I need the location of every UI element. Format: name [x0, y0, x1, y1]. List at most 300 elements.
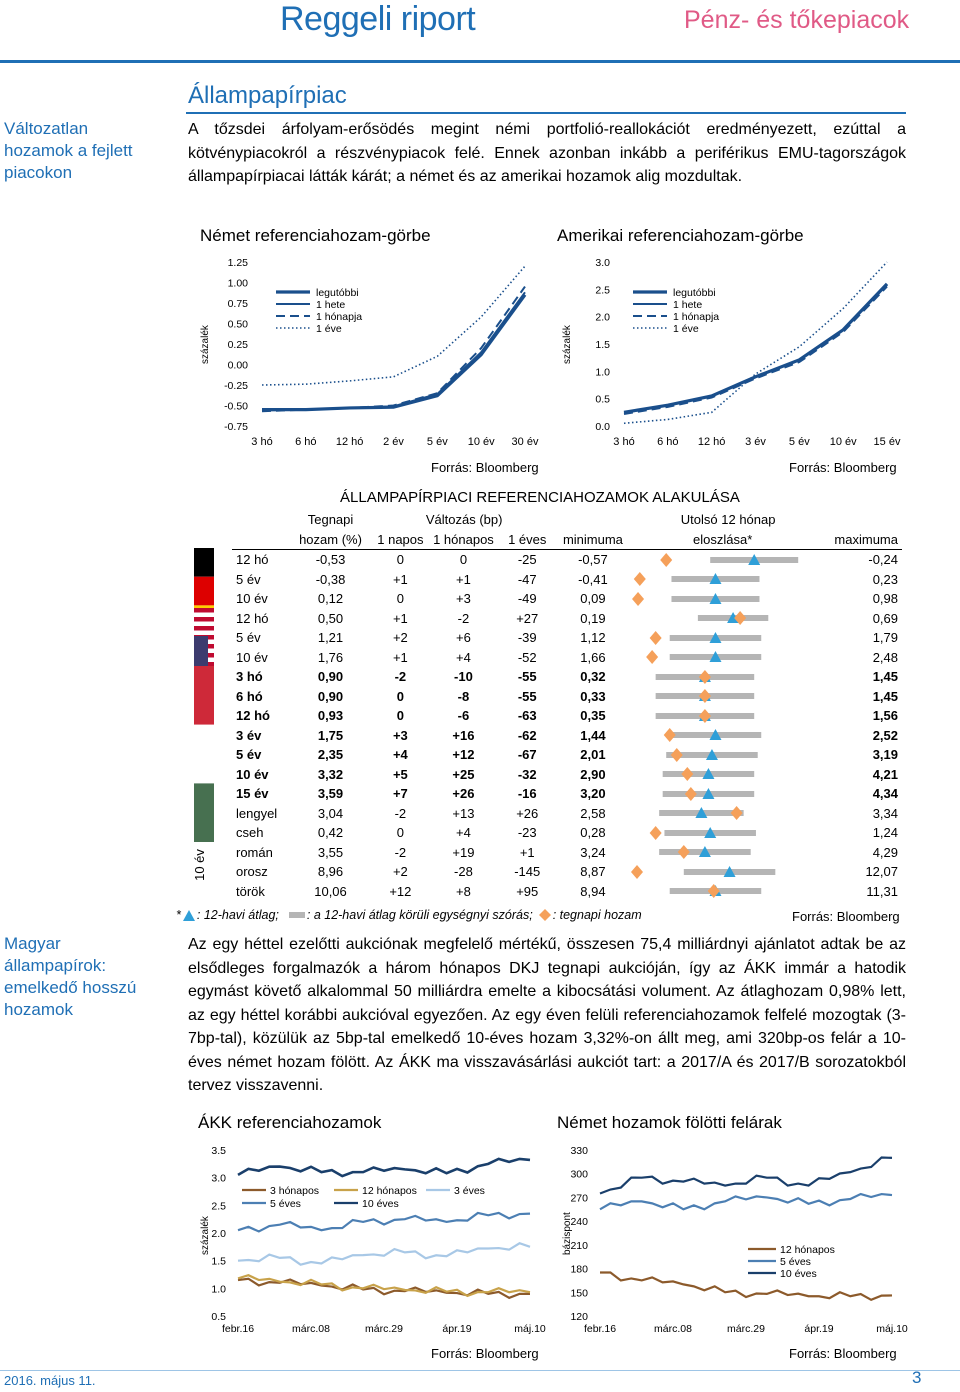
y-tick-label: 0.5	[595, 393, 610, 406]
row-max: 4,34	[872, 786, 898, 802]
series-line-2	[600, 1157, 892, 1193]
x-tick-label: 6 hó	[657, 436, 679, 448]
distribution-glyph	[631, 804, 807, 822]
us-yield-curve-chart	[548, 248, 908, 458]
table-row	[232, 667, 902, 687]
legend-label: legutóbbi	[673, 287, 716, 299]
current-marker	[681, 767, 693, 781]
current-marker	[649, 826, 661, 840]
row-yield: 1,21	[317, 630, 344, 646]
row-max: 1,79	[872, 630, 898, 646]
row-distribution	[631, 648, 815, 668]
row-max: 0,69	[872, 610, 898, 626]
report-title: Reggeli riport	[280, 0, 476, 38]
y-tick-label: 210	[570, 1239, 588, 1252]
legend-label: 5 éves	[270, 1198, 301, 1210]
row-change-1m: +8	[456, 883, 471, 899]
table-row	[232, 726, 902, 746]
row-label: 6 hó	[236, 688, 263, 704]
report-subtitle: Pénz- és tőkepiacok	[684, 6, 910, 34]
x-tick-label: márc.08	[654, 1323, 692, 1335]
row-distribution	[631, 784, 815, 804]
current-marker	[678, 845, 690, 859]
row-change-1y: -47	[517, 571, 537, 587]
row-change-1d: +3	[392, 727, 408, 743]
x-tick-label: márc.08	[292, 1323, 330, 1335]
table-footnote: * : 12-havi átlag; : a 12-havi átlag körüli egységnyi szórás; : tegnapi hozam	[176, 908, 642, 922]
row-change-1m: 0	[459, 552, 468, 568]
row-label: cseh	[236, 825, 264, 841]
current-marker	[685, 787, 697, 801]
series-line-0	[600, 1273, 892, 1300]
row-min: 0,33	[580, 688, 606, 704]
row-min: 8,87	[580, 864, 606, 880]
legend-label: legutóbbi	[316, 287, 359, 299]
row-change-1d: +5	[392, 766, 408, 782]
row-distribution	[631, 745, 815, 765]
footer-divider	[0, 1370, 960, 1371]
yield-table-title: ÁLLAMPAPÍRPIACI REFERENCIAHOZAMOK ALAKULÁSA	[340, 489, 740, 506]
row-label: orosz	[236, 864, 268, 880]
row-change-1m: +1	[456, 571, 471, 587]
chart-title-german-curve: Német referenciahozam-görbe	[200, 226, 431, 245]
y-tick-label: 180	[570, 1263, 588, 1276]
table-row	[232, 745, 902, 765]
y-tick-label: 1.0	[595, 366, 610, 379]
y-tick-label: -0.50	[224, 400, 248, 413]
current-marker	[671, 748, 683, 762]
y-tick-label: 2.0	[211, 1228, 226, 1240]
source-akk: Forrás: Bloomberg	[431, 1346, 539, 1361]
y-tick-label: 0.25	[227, 339, 248, 351]
series-line-0	[262, 295, 525, 410]
row-min: 3,20	[580, 786, 606, 802]
y-tick-label: 120	[570, 1311, 588, 1323]
row-change-1m: +4	[456, 825, 471, 841]
table-row	[232, 628, 902, 648]
y-tick-label: 2.0	[595, 311, 610, 324]
flag-usa	[194, 608, 214, 666]
row-change-1m: -8	[457, 688, 470, 704]
distribution-glyph	[631, 648, 807, 666]
y-tick-label: 3.0	[595, 257, 610, 269]
source-table: Forrás: Bloomberg	[792, 909, 900, 924]
row-yield: 0,50	[317, 610, 344, 626]
row-change-1y: +27	[516, 610, 539, 626]
legend-label: 12 hónapos	[780, 1244, 835, 1256]
series-line-1	[238, 1275, 530, 1296]
table-row	[232, 804, 902, 824]
x-tick-label: 3 év	[745, 436, 766, 448]
row-change-1y: -16	[517, 786, 537, 802]
row-min: 2,90	[580, 766, 606, 782]
row-change-1m: +12	[452, 747, 475, 763]
legend-label: 1 éve	[673, 323, 699, 335]
x-tick-label: 10 év	[829, 436, 857, 448]
row-change-1y: -55	[517, 688, 537, 704]
row-max: 0,23	[872, 571, 898, 587]
distribution-glyph	[631, 629, 807, 647]
row-min: -0,41	[578, 571, 608, 587]
table-row	[232, 862, 902, 882]
distribution-glyph	[631, 746, 807, 764]
section-title: Állampapírpiac	[188, 82, 347, 109]
margin-note-hungarian-bonds: Magyar állampapírok: emelkedő hosszú hozamok	[4, 934, 137, 1019]
source-us-curve: Forrás: Bloomberg	[789, 460, 897, 475]
row-distribution	[631, 706, 815, 726]
header-eloszlas: eloszlása*	[631, 530, 815, 550]
series-line-3	[238, 1213, 530, 1232]
chart-title-spreads: Német hozamok fölötti felárak	[557, 1113, 782, 1132]
row-label: 10 év	[236, 766, 269, 782]
row-change-1m: +19	[452, 844, 475, 860]
table-row	[232, 589, 902, 609]
row-yield: 2,35	[317, 747, 344, 763]
current-marker	[634, 572, 646, 586]
row-label: török	[236, 883, 265, 899]
row-distribution	[631, 570, 815, 590]
y-axis-label: százalék	[200, 1216, 211, 1255]
y-axis-label: százalék	[562, 325, 573, 364]
paragraph-akk: Az egy héttel ezelőtti aukciónak megfelelő mértékű, összesen 75,4 milliárdnyi ajánlatot adtak be az elsődleges forgalmazók a három hónapos DKJ tegnapi aukcióján, így az ÁKK immár a hatodik egymást követő alkalommal 50 milliárdra emelte a kibocsátási volument. Az átlaghozam 0,98% lett, az egy héttel korábbi aukcióval egyezően. Az egy éven felüli referenciahozamok felfelé mozogtak (3-7bp-tal), közülük az 5bp-tal emelkedő 10-éves hozam 3,32%-on állt meg, ami 320bp-os felár a 10-éves német hozam fölött. Az ÁKK ma visszavásárlási aukciót tart: a 2017/A és 2017/B sorozatokból tervez visszavenni.	[188, 936, 906, 1094]
row-change-1d: +1	[392, 571, 408, 587]
row-max: 0,98	[872, 591, 898, 607]
row-min: -0,57	[578, 552, 608, 568]
row-label: 12 hó	[236, 708, 270, 724]
flag-hungary	[194, 666, 214, 842]
source-spreads: Forrás: Bloomberg	[789, 1346, 897, 1361]
row-label: 10 év	[236, 649, 268, 665]
header-tegnapi: Tegnapi	[307, 512, 354, 528]
legend-label: 1 hete	[673, 299, 703, 311]
distribution-glyph	[631, 590, 807, 608]
header-napos: 1 napos	[373, 530, 427, 550]
chart-title-akk: ÁKK referenciahozamok	[198, 1113, 382, 1132]
row-change-1y: -52	[517, 649, 537, 665]
distribution-glyph	[631, 863, 807, 881]
row-label: 15 év	[236, 786, 269, 802]
row-yield: -0,53	[315, 552, 346, 568]
row-yield: 0,42	[317, 825, 344, 841]
row-change-1d: -2	[394, 844, 407, 860]
row-distribution	[631, 882, 815, 902]
row-change-1d: 0	[396, 688, 404, 704]
row-yield: 10,06	[314, 883, 347, 899]
row-change-1m: +26	[452, 786, 475, 802]
row-change-1m: -10	[454, 669, 473, 685]
row-change-1y: -67	[517, 747, 537, 763]
row-yield: 1,75	[317, 727, 344, 743]
row-change-1y: +26	[516, 805, 539, 821]
table-row	[232, 648, 902, 668]
table-row	[232, 823, 902, 843]
row-min: 0,19	[580, 610, 606, 626]
header-divider	[0, 60, 960, 63]
header-utolso: Utolsó 12 hónap	[680, 512, 776, 528]
row-min: 1,12	[580, 630, 606, 646]
x-tick-label: máj.10	[514, 1323, 546, 1335]
row-min: 3,24	[580, 844, 606, 860]
row-change-1d: 0	[396, 552, 404, 568]
header-min: minimuma	[555, 530, 631, 550]
row-max: 2,48	[872, 649, 898, 665]
yield-table	[232, 510, 902, 901]
y-tick-label: 150	[570, 1287, 588, 1300]
row-change-1y: -145	[514, 864, 541, 880]
distribution-glyph	[631, 707, 807, 725]
row-yield: 3,59	[317, 786, 344, 802]
row-distribution	[631, 687, 815, 707]
distribution-glyph	[631, 843, 807, 861]
legend-label: 1 hónapja	[316, 311, 363, 323]
x-tick-label: 30 év	[511, 436, 539, 448]
row-distribution	[631, 550, 815, 570]
row-change-1m: +13	[452, 805, 475, 821]
distribution-glyph	[631, 609, 807, 627]
legend-label: 1 éve	[316, 323, 342, 335]
row-change-1m: +3	[456, 591, 471, 607]
y-tick-label: 3.5	[211, 1145, 226, 1157]
row-change-1y: -49	[517, 591, 537, 607]
row-change-1d: +2	[392, 864, 408, 880]
row-change-1d: +1	[392, 649, 408, 665]
row-label: 3 év	[236, 727, 262, 743]
row-change-1y: -63	[517, 708, 537, 724]
y-tick-label: 0.5	[211, 1311, 226, 1323]
paragraph-intro: A tőzsdei árfolyam-erősödés megint némi portfolió-reallokációt eredményezett, ezúttal a kötvénypiacokról a részvénypiacok felé. Ennek azonban inkább a periférikus EMU-tagországok állampapírpiacai látták kárát; a német és az amerikai hozamok alig mozdultak.	[188, 121, 906, 185]
row-yield: -0,38	[315, 571, 346, 587]
row-yield: 3,55	[317, 844, 344, 860]
series-line-2	[238, 1243, 530, 1264]
row-min: 1,66	[580, 649, 606, 665]
row-max: 1,24	[872, 825, 898, 841]
row-distribution	[631, 823, 815, 843]
distribution-glyph	[631, 785, 807, 803]
row-label: 5 év	[236, 630, 261, 646]
german-yield-curve-chart	[186, 248, 546, 458]
row-max: 1,45	[872, 669, 898, 685]
x-tick-label: 3 hó	[613, 436, 635, 448]
row-change-1d: +4	[392, 747, 408, 763]
header-eves: 1 éves	[499, 530, 555, 550]
row-change-1d: -2	[394, 805, 407, 821]
y-tick-label: 1.0	[211, 1283, 226, 1296]
margin-note-developed-markets: Változatlan hozamok a fejlett piacokon	[4, 119, 133, 182]
row-min: 0,09	[580, 591, 606, 607]
distribution-glyph	[631, 882, 807, 900]
y-tick-label: 2.5	[211, 1200, 226, 1213]
yield-table-wrapper	[232, 510, 902, 901]
source-german-curve: Forrás: Bloomberg	[431, 460, 539, 475]
y-tick-label: 1.25	[227, 257, 248, 269]
row-max: 1,56	[872, 708, 898, 724]
current-marker	[631, 865, 643, 879]
row-min: 8,94	[580, 883, 606, 899]
row-distribution	[631, 862, 815, 882]
y-tick-label: 300	[570, 1168, 588, 1181]
row-change-1d: +1	[392, 610, 408, 626]
y-tick-label: 2.5	[595, 284, 610, 297]
y-tick-label: 270	[570, 1192, 588, 1205]
row-distribution	[631, 804, 815, 824]
row-label: 10 év	[236, 591, 268, 607]
x-tick-label: 12 hó	[697, 436, 726, 448]
row-label: 12 hó	[236, 552, 269, 568]
row-min: 2,01	[580, 747, 606, 763]
row-label: román	[236, 844, 273, 860]
row-yield: 0,90	[317, 688, 344, 704]
x-tick-label: 5 év	[426, 436, 448, 448]
row-yield: 3,32	[317, 766, 344, 782]
y-tick-label: 0.75	[227, 298, 248, 310]
legend-label: 5 éves	[780, 1256, 811, 1268]
row-change-1y: -25	[517, 552, 537, 568]
chart-title-us-curve: Amerikai referenciahozam-görbe	[557, 226, 804, 245]
row-change-1d: 0	[396, 708, 404, 724]
y-tick-label: 0.00	[227, 359, 248, 372]
y-tick-label: 1.5	[595, 339, 610, 351]
row-max: 3,34	[872, 805, 898, 821]
row-min: 2,58	[580, 805, 606, 821]
row-label: 12 hó	[236, 610, 269, 626]
row-max: 2,52	[872, 727, 898, 743]
row-max: 11,31	[866, 883, 898, 899]
x-tick-label: 6 hó	[295, 436, 317, 448]
table-row	[232, 706, 902, 726]
legend-label: 1 hete	[316, 299, 346, 311]
y-tick-label: 1.00	[227, 277, 248, 290]
row-min: 1,44	[580, 727, 606, 743]
table-row	[232, 843, 902, 863]
legend-label: 12 hónapos	[362, 1185, 417, 1197]
series-line-2	[624, 287, 887, 414]
current-marker	[664, 728, 676, 742]
header-honapos: 1 hónapos	[428, 530, 500, 550]
bar-icon	[289, 911, 305, 919]
triangle-icon	[183, 910, 195, 921]
row-min: 0,35	[580, 708, 606, 724]
series-line-3	[624, 262, 887, 423]
table-header-row-2	[232, 530, 902, 550]
row-change-1y: -32	[517, 766, 537, 782]
row-label: lengyel	[236, 805, 278, 821]
table-row	[232, 765, 902, 785]
header-valtozas: Változás (bp)	[425, 512, 503, 528]
legend-label: 10 éves	[362, 1198, 399, 1210]
y-tick-label: 0.50	[227, 318, 248, 331]
row-yield: 8,96	[317, 864, 344, 880]
akk-yields-chart	[186, 1138, 548, 1344]
row-change-1y: -62	[517, 727, 537, 743]
row-label: 5 év	[236, 747, 262, 763]
diamond-icon	[539, 909, 551, 921]
row-label: 5 év	[236, 571, 261, 587]
row-change-1m: -6	[457, 708, 470, 724]
y-tick-label: 0.0	[595, 421, 610, 433]
table-row	[232, 784, 902, 804]
row-change-1m: +16	[452, 727, 475, 743]
row-distribution	[631, 726, 815, 746]
row-distribution	[631, 765, 815, 785]
row-change-1y: +1	[519, 844, 535, 860]
x-tick-label: 5 év	[788, 436, 810, 448]
x-tick-label: márc.29	[365, 1323, 403, 1335]
row-max: 1,45	[872, 688, 898, 704]
series-line-4	[238, 1159, 530, 1176]
y-axis-label: bázispont	[562, 1212, 573, 1255]
y-tick-label: 330	[570, 1145, 588, 1157]
row-yield: 0,93	[317, 708, 344, 724]
row-distribution	[631, 667, 815, 687]
row-change-1m: -28	[454, 864, 473, 880]
row-change-1m: +25	[452, 766, 475, 782]
table-side-label: 10 év	[192, 849, 207, 881]
x-tick-label: febr.16	[221, 1323, 255, 1335]
table-row	[232, 550, 902, 570]
spreads-chart	[548, 1138, 910, 1344]
distribution-glyph	[631, 765, 807, 783]
series-line-3	[262, 266, 525, 385]
table-row	[232, 882, 902, 902]
table-row	[232, 570, 902, 590]
legend-label: 3 éves	[454, 1185, 485, 1197]
table-header-row-1	[232, 510, 902, 530]
x-tick-label: márc.29	[727, 1323, 765, 1335]
legend-label: 10 éves	[780, 1268, 817, 1280]
legend-label: 1 hónapja	[673, 311, 720, 323]
row-min: 0,28	[580, 825, 606, 841]
page-number: 3	[912, 1368, 922, 1387]
row-distribution	[631, 589, 815, 609]
header-max: maximuma	[815, 530, 903, 550]
row-max: 12,07	[865, 864, 898, 880]
section-underline	[186, 112, 906, 114]
x-tick-label: 15 év	[873, 436, 901, 448]
row-max: 4,21	[872, 766, 898, 782]
row-min: 0,32	[580, 669, 606, 685]
legend-label: 3 hónapos	[270, 1185, 320, 1197]
row-change-1y: -39	[517, 630, 537, 646]
row-change-1d: 0	[396, 825, 404, 841]
header-hozam: hozam (%)	[288, 530, 373, 550]
y-tick-label: -0.25	[224, 380, 248, 392]
row-yield: 1,76	[317, 649, 344, 665]
row-change-1m: +6	[456, 630, 471, 646]
row-max: 4,29	[872, 844, 898, 860]
table-row	[232, 609, 902, 629]
row-change-1d: +7	[392, 786, 408, 802]
row-change-1y: +95	[516, 883, 539, 899]
y-tick-label: 3.0	[211, 1172, 226, 1185]
x-tick-label: 3 hó	[251, 436, 273, 448]
row-change-1d: +2	[392, 630, 408, 646]
row-distribution	[631, 609, 815, 629]
row-max: -0,24	[868, 552, 898, 568]
current-marker	[632, 592, 644, 606]
y-axis-label: százalék	[200, 325, 211, 364]
row-change-1y: -23	[517, 825, 537, 841]
row-change-1m: +4	[456, 649, 471, 665]
y-tick-label: 1.5	[211, 1255, 226, 1268]
row-change-1m: -2	[457, 610, 470, 626]
x-tick-label: máj.10	[876, 1323, 908, 1335]
x-tick-label: 12 hó	[335, 436, 364, 448]
y-tick-label: 240	[570, 1216, 588, 1229]
row-change-1d: +12	[389, 883, 412, 899]
x-tick-label: 10 év	[467, 436, 495, 448]
row-max: 3,19	[872, 747, 898, 763]
row-yield: 3,04	[317, 805, 344, 821]
